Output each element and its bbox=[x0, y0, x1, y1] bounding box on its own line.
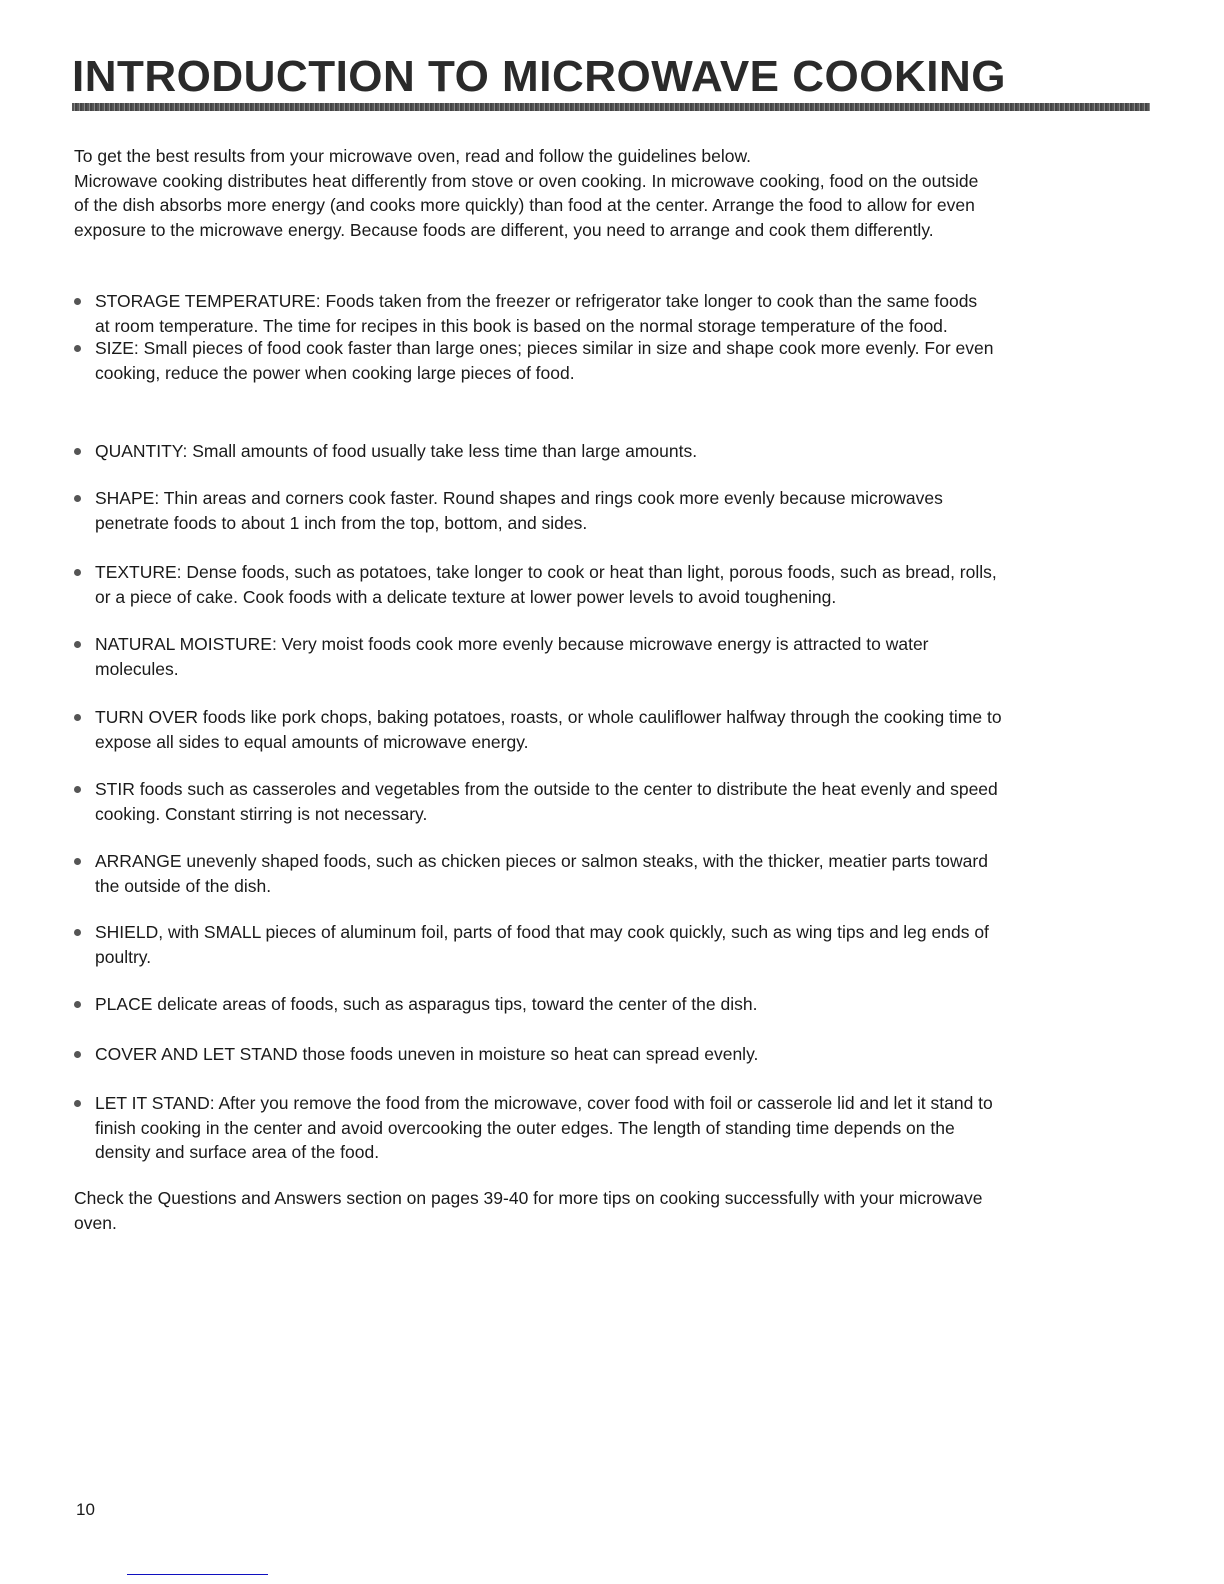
bullet-icon bbox=[74, 1100, 81, 1107]
footer-line bbox=[127, 1574, 268, 1575]
guideline-text bbox=[95, 486, 943, 535]
text-line: NATURAL MOISTURE: Very moist foods cook more evenly because microwave energy is attracted to water bbox=[95, 634, 929, 654]
text-line: exposure to the microwave energy. Because foods are different, you need to arrange and cook them differently. bbox=[74, 219, 934, 240]
text-line: cooking. Constant stirring is not necessary. bbox=[95, 803, 428, 824]
text-line: STIR foods such as casseroles and vegetables from the outside to the center to distribute the heat evenly and speed bbox=[95, 779, 998, 799]
guideline-text bbox=[95, 777, 998, 826]
guideline-text bbox=[95, 1091, 993, 1165]
page-title: INTRODUCTION TO MICROWAVE COOKING bbox=[72, 52, 1006, 101]
guideline-text bbox=[95, 705, 1002, 754]
bullet-icon bbox=[74, 1051, 81, 1058]
title-rule bbox=[72, 103, 1150, 111]
guideline-item bbox=[74, 1091, 993, 1165]
guideline-item bbox=[74, 705, 1002, 754]
bullet-icon bbox=[74, 345, 81, 352]
text-line: the outside of the dish. bbox=[95, 875, 272, 896]
text-line: SHIELD, with SMALL pieces of aluminum foil, parts of food that may cook quickly, such as wing tips and leg ends of bbox=[95, 922, 989, 942]
bullet-icon bbox=[74, 448, 81, 455]
text-line: cooking, reduce the power when cooking large pieces of food. bbox=[95, 362, 575, 383]
guideline-text bbox=[95, 560, 997, 609]
bullet-icon bbox=[74, 786, 81, 793]
text-line: COVER AND LET STAND those foods uneven in moisture so heat can spread evenly. bbox=[95, 1044, 759, 1064]
text-line: expose all sides to equal amounts of microwave energy. bbox=[95, 731, 529, 752]
guideline-item bbox=[74, 849, 988, 898]
guideline-text bbox=[95, 920, 989, 969]
guideline-item bbox=[74, 777, 998, 826]
text-line: ARRANGE unevenly shaped foods, such as chicken pieces or salmon steaks, with the thicker, meatier parts toward bbox=[95, 851, 988, 871]
guideline-item bbox=[74, 560, 997, 609]
text-line: oven. bbox=[74, 1212, 117, 1233]
guideline-text bbox=[95, 632, 929, 681]
bullet-icon bbox=[74, 714, 81, 721]
text-line: at room temperature. The time for recipes in this book is based on the normal storage temperature of the food. bbox=[95, 315, 948, 336]
text-line: Check the Questions and Answers section on pages 39-40 for more tips on cooking successfully with your microwave bbox=[74, 1188, 983, 1208]
text-line: To get the best results from your microwave oven, read and follow the guidelines below. bbox=[74, 146, 752, 166]
bullet-icon bbox=[74, 1001, 81, 1008]
text-line: SIZE: Small pieces of food cook faster than large ones; pieces similar in size and shape cook more evenly. For even bbox=[95, 338, 994, 358]
text-line: PLACE delicate areas of foods, such as asparagus tips, toward the center of the dish. bbox=[95, 994, 758, 1014]
bullet-icon bbox=[74, 641, 81, 648]
guideline-text bbox=[95, 289, 977, 338]
closing-paragraph bbox=[74, 1186, 983, 1235]
guideline-item bbox=[74, 920, 989, 969]
guideline-item bbox=[74, 992, 757, 1017]
text-line: penetrate foods to about 1 inch from the top, bottom, and sides. bbox=[95, 512, 588, 533]
bullet-icon bbox=[74, 569, 81, 576]
text-line: molecules. bbox=[95, 658, 179, 679]
text-line: TEXTURE: Dense foods, such as potatoes, take longer to cook or heat than light, porous foods, such as bread, rolls, bbox=[95, 562, 997, 582]
guideline-item bbox=[74, 439, 697, 464]
text-line: Microwave cooking distributes heat differently from stove or oven cooking. In microwave cooking, food on the outside bbox=[74, 170, 979, 191]
intro-paragraph bbox=[74, 144, 978, 242]
bullet-icon bbox=[74, 929, 81, 936]
bullet-icon bbox=[74, 495, 81, 502]
guideline-item bbox=[74, 289, 977, 338]
guideline-item bbox=[74, 1042, 758, 1067]
text-line: or a piece of cake. Cook foods with a delicate texture at lower power levels to avoid toughening. bbox=[95, 586, 837, 607]
text-line: finish cooking in the center and avoid overcooking the outer edges. The length of standing time depends on the bbox=[95, 1117, 955, 1138]
guideline-item bbox=[74, 632, 929, 681]
text-line: QUANTITY: Small amounts of food usually take less time than large amounts. bbox=[95, 441, 698, 461]
bullet-icon bbox=[74, 298, 81, 305]
text-line: poultry. bbox=[95, 946, 152, 967]
text-line: density and surface area of the food. bbox=[95, 1142, 380, 1162]
guideline-text bbox=[95, 992, 757, 1017]
guideline-text bbox=[95, 849, 988, 898]
text-line: STORAGE TEMPERATURE: Foods taken from the freezer or refrigerator take longer to cook than the same foods bbox=[95, 291, 978, 311]
text-line: LET IT STAND: After you remove the food from the microwave, cover food with foil or casserole lid and let it stand to bbox=[95, 1093, 993, 1113]
text-line: of the dish absorbs more energy (and cooks more quickly) than food at the center. Arrange the food to allow for even bbox=[74, 195, 975, 215]
guideline-text bbox=[95, 336, 993, 385]
bullet-icon bbox=[74, 858, 81, 865]
guideline-text bbox=[95, 1042, 758, 1067]
guideline-text bbox=[95, 439, 697, 464]
text-line: SHAPE: Thin areas and corners cook faster. Round shapes and rings cook more evenly because microwaves bbox=[95, 488, 943, 508]
text-line: TURN OVER foods like pork chops, baking potatoes, roasts, or whole cauliflower halfway through the cooking time to bbox=[95, 707, 1002, 727]
page-number: 10 bbox=[76, 1500, 95, 1519]
guideline-item bbox=[74, 486, 943, 535]
guideline-item bbox=[74, 336, 993, 385]
